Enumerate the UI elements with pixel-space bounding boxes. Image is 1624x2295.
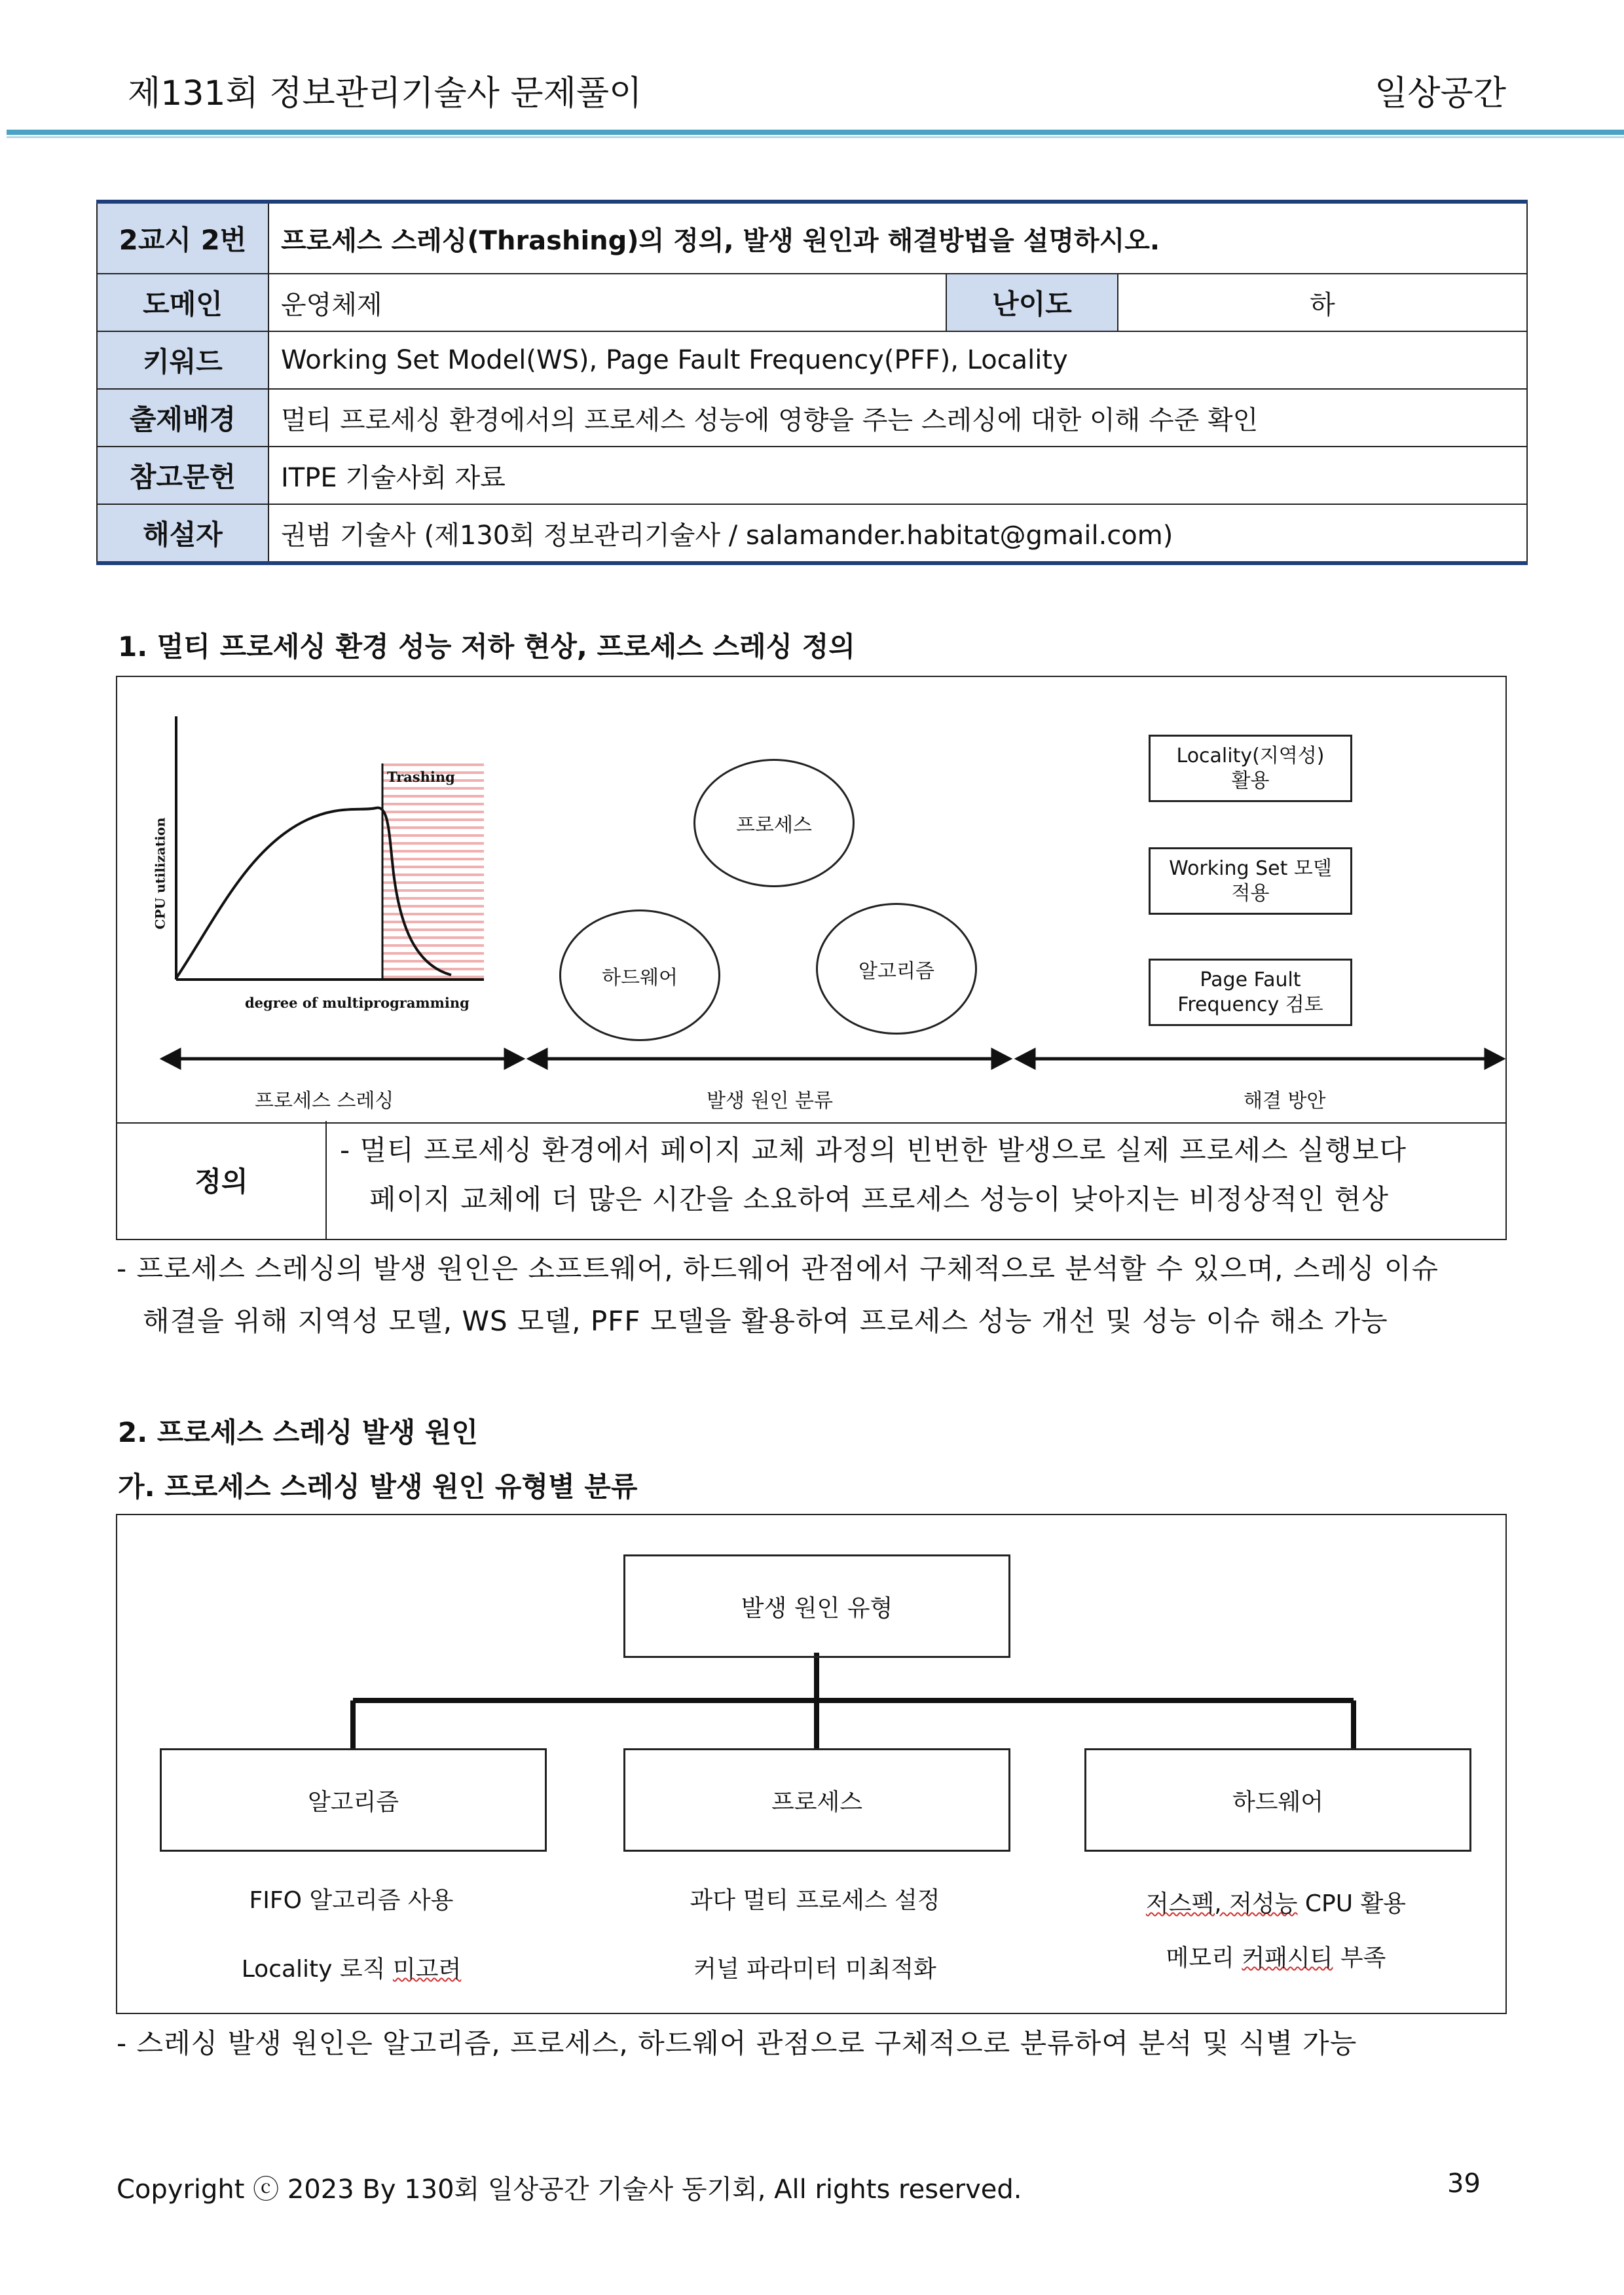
definition-box	[116, 1121, 1507, 1240]
footer-copyright: Copyright ⓒ 2023 By 130회 일상공간 기술사 동기회, All rights reserved.	[117, 2175, 1022, 2205]
header-title: 제131회 정보관리기술사 문제풀이	[128, 74, 642, 113]
cause-circle-hardware: 하드웨어	[559, 909, 720, 1041]
graph-ylabel-wrap	[137, 817, 183, 930]
solution-pff-box	[1149, 959, 1352, 1026]
graph-ylabel: CPU utilization	[152, 817, 168, 930]
header-divider	[7, 130, 1624, 135]
section1-heading: 1. 멀티 프로세싱 환경 성능 저하 현상, 프로세스 스레싱 정의	[118, 631, 855, 663]
section1-note-line2: 해결을 위해 지역성 모델, WS 모델, PFF 모델을 활용하여 프로세스 성능 개선 및 성능 이슈 해소 가능	[143, 1305, 1388, 1337]
cause-locality-text: Locality 로직	[241, 1956, 393, 1983]
label-process-thrashing: 프로세스 스레싱	[255, 1090, 394, 1112]
label-cause-classification: 발생 원인 분류	[707, 1090, 833, 1112]
trashing-region	[382, 763, 484, 980]
keyword-label: 키워드	[97, 331, 268, 389]
definition-line1: - 멀티 프로세싱 환경에서 페이지 교체 과정의 빈번한 발생으로 실제 프로세스 실행보다	[340, 1134, 1407, 1166]
cause-locality-highlight: 미고려	[392, 1956, 462, 1983]
cause-memory-text: 메모리	[1166, 1945, 1242, 1972]
author-value: 권범 기술사 (제130회 정보관리기술사 / salamander.habitat@gmail.com)	[268, 504, 1527, 563]
keyword-value: Working Set Model(WS), Page Fault Frequency(PFF), Locality	[268, 331, 1527, 389]
reference-value: ITPE 기술사회 자료	[268, 447, 1527, 504]
background-value: 멀티 프로세싱 환경에서의 프로세스 성능에 영향을 주는 스레싱에 대한 이해 수준 확인	[268, 389, 1527, 447]
root-cause-type-box: 발생 원인 유형	[623, 1554, 1010, 1658]
question-info-table	[96, 200, 1528, 565]
cause-locality	[160, 1951, 543, 1984]
cause-fifo: FIFO 알고리즘 사용	[249, 1887, 454, 1914]
cause-type-tree-figure	[116, 1514, 1507, 2014]
cause-multi-process: 과다 멀티 프로세스 설정	[690, 1887, 940, 1914]
difficulty-label: 난이도	[946, 274, 1118, 331]
solution-ws-box	[1149, 847, 1352, 915]
domain-label: 도메인	[97, 274, 268, 331]
question-number: 2교시 2번	[97, 202, 268, 274]
cause-memory-capacity	[1084, 1939, 1467, 1973]
header-divider-shadow	[7, 136, 1624, 138]
header-brand: 일상공간	[1375, 74, 1506, 113]
solution-ws-line2: 적용	[1231, 881, 1270, 905]
section2-heading: 2. 프로세스 스레싱 발생 원인	[118, 1416, 478, 1448]
solution-locality-line2: 활용	[1231, 769, 1270, 792]
branch-algorithm-box: 알고리즘	[160, 1748, 547, 1852]
branch-hardware-box: 하드웨어	[1084, 1748, 1471, 1852]
section2-note: - 스레싱 발생 원인은 알고리즘, 프로세스, 하드웨어 관점으로 구체적으로 분류하여 분석 및 식별 가능	[117, 2027, 1357, 2059]
range-arrows	[163, 1050, 1502, 1067]
solution-pff-line1: Page Fault	[1200, 968, 1301, 991]
domain-value: 운영체제	[268, 274, 946, 331]
solution-locality-box	[1149, 735, 1352, 802]
branch-process-box: 프로세스	[623, 1748, 1010, 1852]
cause-kernel-param: 커널 파라미터 미최적화	[693, 1956, 936, 1983]
question-title: 프로세스 스레싱(Thrashing)의 정의, 발생 원인과 해결방법을 설명하시오.	[268, 202, 1527, 274]
graph-trashing-label: Trashing	[387, 769, 455, 785]
section2-subheading: 가. 프로세스 스레싱 발생 원인 유형별 분류	[118, 1471, 638, 1503]
definition-label: 정의	[117, 1121, 327, 1239]
cause-low-spec-highlight: 저스펙, 저성능	[1145, 1890, 1298, 1917]
cause-memory-highlight: 커패시티	[1242, 1945, 1333, 1972]
page-number: 39	[1447, 2169, 1481, 2199]
cause-low-spec-cpu	[1084, 1885, 1467, 1919]
label-solutions: 해결 방안	[1244, 1090, 1326, 1112]
difficulty-value: 하	[1118, 274, 1527, 331]
thrashing-overview-figure	[116, 676, 1507, 1124]
cause-circle-process: 프로세스	[693, 759, 855, 887]
background-label: 출제배경	[97, 389, 268, 447]
section1-note-line1: - 프로세스 스레싱의 발생 원인은 소프트웨어, 하드웨어 관점에서 구체적으로 분석할 수 있으며, 스레싱 이슈	[117, 1253, 1439, 1285]
graph-xlabel: degree of multiprogramming	[245, 995, 470, 1011]
solution-ws-line1: Working Set 모델	[1169, 856, 1332, 880]
solution-pff-line2: Frequency 검토	[1177, 993, 1323, 1016]
reference-label: 참고문헌	[97, 447, 268, 504]
solution-locality-line1: Locality(지역성)	[1176, 744, 1325, 767]
cause-circle-algorithm: 알고리즘	[816, 903, 977, 1035]
cause-memory-suffix: 부족	[1333, 1945, 1386, 1972]
author-label: 해설자	[97, 504, 268, 563]
definition-line2: 페이지 교체에 더 많은 시간을 소요하여 프로세스 성능이 낮아지는 비정상적인 현상	[369, 1183, 1389, 1215]
cause-low-spec-text: CPU 활용	[1297, 1890, 1407, 1917]
